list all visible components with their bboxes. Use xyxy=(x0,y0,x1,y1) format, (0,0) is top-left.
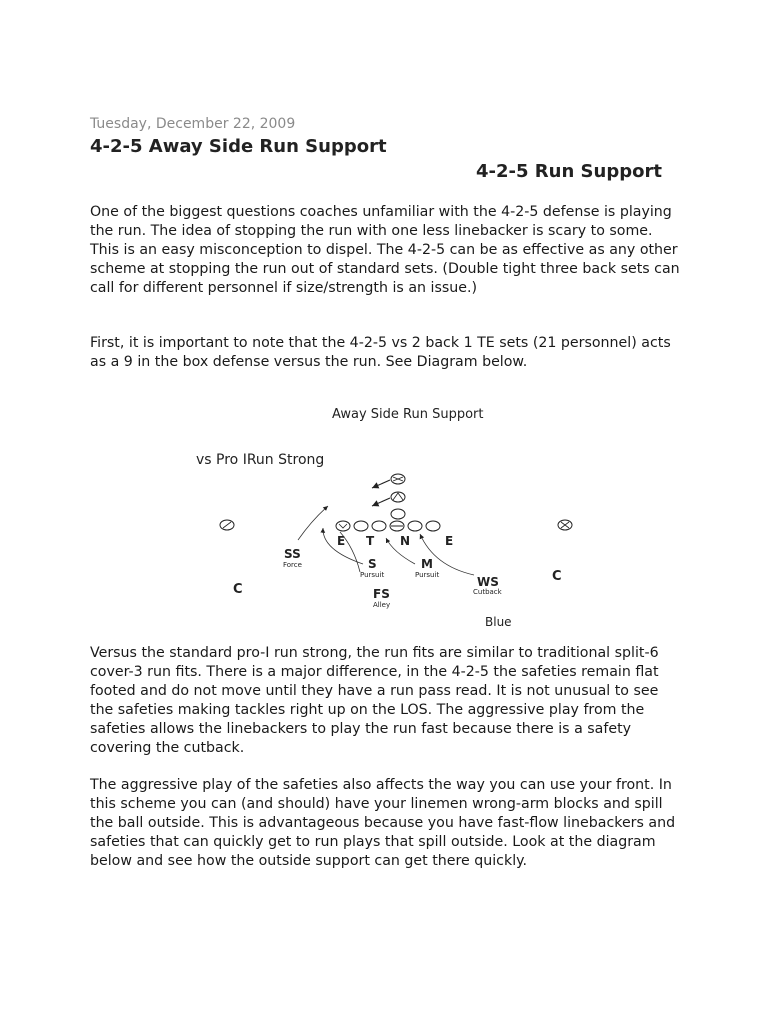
post-title[interactable]: 4-2-5 Away Side Run Support xyxy=(90,136,387,157)
paragraph-run-fits: Versus the standard pro-I run strong, the run fits are similar to traditional split-6 cover-3 run fits. There is a major difference, in the 4-2-5 the safeties remain flat footed and do not move until they have a run pass read. It is not unusual to see the safeties making tackles right up on the LOS. The aggressive play from the safeties allows the linebackers to play the run fast because there is a safety covering the cutback. xyxy=(90,645,659,756)
sam-linebacker-role: Pursuit xyxy=(360,571,385,579)
run-path-arrows xyxy=(372,480,390,506)
lineman-oval xyxy=(354,521,368,531)
post-date: Tuesday, December 22, 2009 xyxy=(90,116,296,132)
post-subheading: 4-2-5 Run Support xyxy=(476,161,662,182)
defensive-tackle: T xyxy=(366,534,375,548)
lineman-oval xyxy=(426,521,440,531)
tight-end-circle xyxy=(336,521,350,531)
corner-right-label: C xyxy=(552,569,562,584)
weak-safety-label: WS xyxy=(477,575,499,589)
sam-linebacker-label: S xyxy=(368,557,377,571)
lineman-oval xyxy=(408,521,422,531)
mike-linebacker-role: Pursuit xyxy=(415,571,440,579)
run-support-diagram xyxy=(180,400,580,632)
strong-safety-role: Force xyxy=(283,561,302,569)
lineman-oval xyxy=(372,521,386,531)
mike-linebacker-label: M xyxy=(421,557,433,571)
nose-tackle: N xyxy=(400,534,411,548)
defensive-end-right: E xyxy=(445,534,454,548)
defensive-end-left: E xyxy=(337,534,346,548)
free-safety-label: FS xyxy=(373,587,390,601)
free-safety-role: Alley xyxy=(373,601,391,609)
weak-safety-role: Cutback xyxy=(473,588,502,596)
offensive-formation xyxy=(220,474,572,531)
strong-safety-label: SS xyxy=(284,547,301,561)
paragraph-front: The aggressive play of the safeties also affects the way you can use your front. In this scheme you can (and should) have your linemen wrong-arm blocks and spill the ball outside. This is advantageous because you have fast-flow linebackers and safeties that can quickly get to run plays that spill outside. Look at the diagram below and see how the outside support can get there quickly. xyxy=(90,777,676,869)
corner-left-label: C xyxy=(233,582,243,597)
quarterback-circle xyxy=(391,509,405,519)
coverage-call-label: Blue xyxy=(485,615,512,629)
paragraph-personnel: First, it is important to note that the 4-2-5 vs 2 back 1 TE sets (21 personnel) acts as a 9 in the box defense versus the run. See Diagram below. xyxy=(90,335,671,370)
paragraph-intro: One of the biggest questions coaches unfamiliar with the 4-2-5 defense is playing the run. The idea of stopping the run with one less linebacker is scary to some. This is an easy misconception to dispel. The 4-2-5 can be as effective as any other scheme at stopping the run out of standard sets. (Double tight three back sets can call for different personnel if size/strength is an issue.) xyxy=(90,204,680,296)
diagram-formation: vs Pro IRun Strong xyxy=(196,452,325,468)
diagram-title: Away Side Run Support xyxy=(332,407,484,422)
